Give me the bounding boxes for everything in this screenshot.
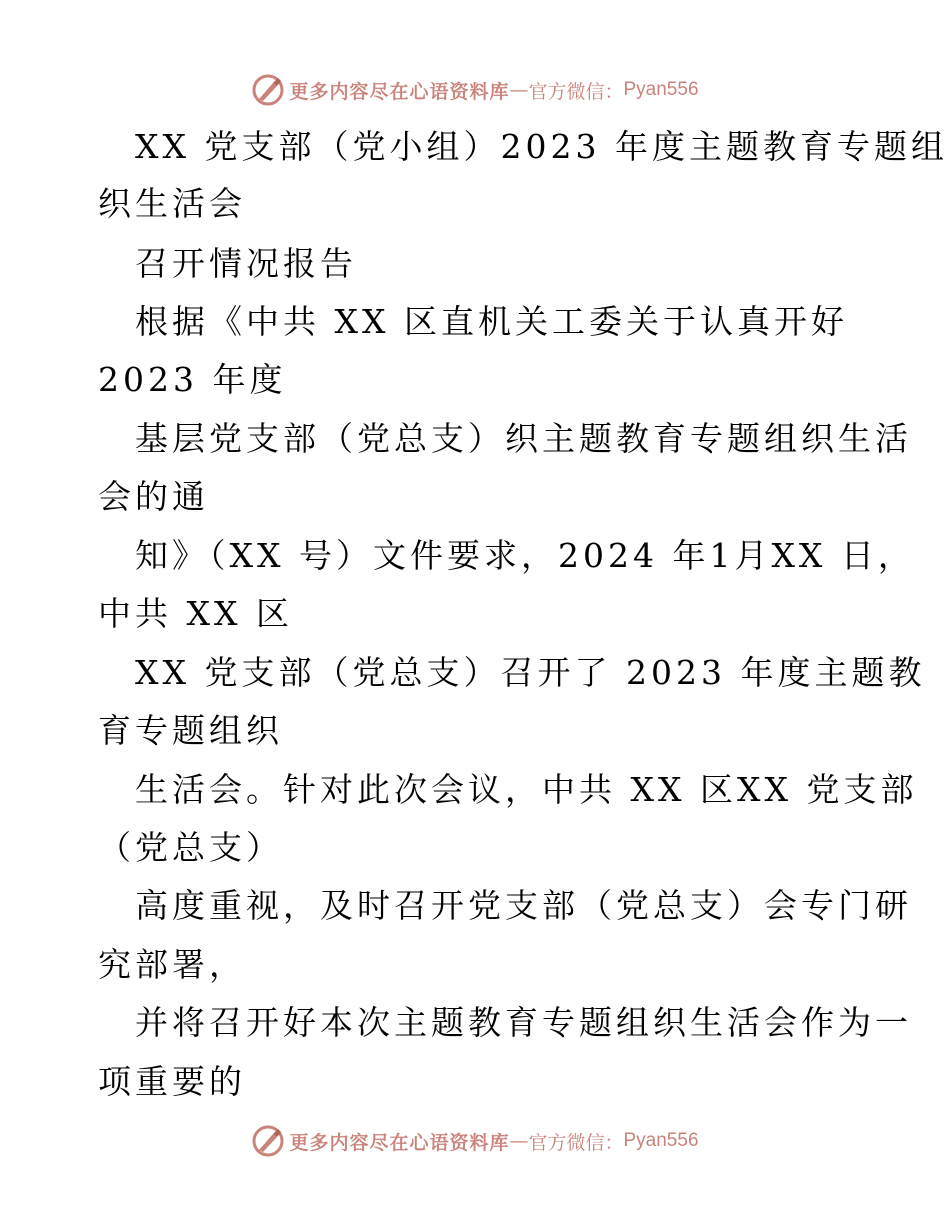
body-line: 究部署，	[98, 945, 246, 984]
body-line: XX 党支部（党小组）2023 年度主题教育专题组	[135, 127, 948, 166]
watermark-dash: —	[509, 1130, 529, 1152]
pen-logo-icon	[251, 1124, 285, 1158]
body-line: 2023 年度	[98, 360, 287, 399]
watermark-text: 更多内容尽在心语资料库	[289, 1131, 510, 1154]
body-line: XX 党支部（党总支）召开了 2023 年度主题教	[135, 653, 926, 692]
body-line: 生活会。针对此次会议，中共 XX 区XX 党支部	[135, 770, 918, 809]
body-line: 育专题组织	[98, 711, 283, 750]
watermark-wechat-id: Pyan556	[623, 1130, 699, 1151]
body-line: 会的通	[98, 477, 209, 516]
watermark-wechat-id: Pyan556	[623, 79, 699, 100]
body-line: 召开情况报告	[135, 244, 357, 283]
watermark-wechat-label: 官方微信：	[528, 1131, 624, 1154]
body-line: （党总支）	[98, 828, 283, 867]
pen-logo-icon	[251, 73, 285, 107]
body-line: 中共 XX 区	[98, 594, 293, 633]
watermark-banner-top	[0, 70, 950, 110]
body-line: 知》（XX 号）文件要求，2024 年1月XX 日，	[135, 536, 915, 575]
watermark-text: 更多内容尽在心语资料库	[289, 80, 510, 103]
body-line: 并将召开好本次主题教育专题组织生活会作为一	[135, 1003, 912, 1042]
watermark-dash: —	[509, 79, 529, 101]
body-line: 基层党支部（党总支）织主题教育专题组织生活	[135, 419, 912, 458]
body-line: 项重要的	[98, 1062, 246, 1101]
watermark-banner-bottom	[0, 1121, 950, 1161]
body-line: 高度重视，及时召开党支部（党总支）会专门研	[135, 886, 912, 925]
body-line: 织生活会	[98, 184, 246, 223]
watermark-wechat-label: 官方微信：	[528, 80, 624, 103]
body-line: 根据《中共 XX 区直机关工委关于认真开好	[135, 302, 848, 341]
